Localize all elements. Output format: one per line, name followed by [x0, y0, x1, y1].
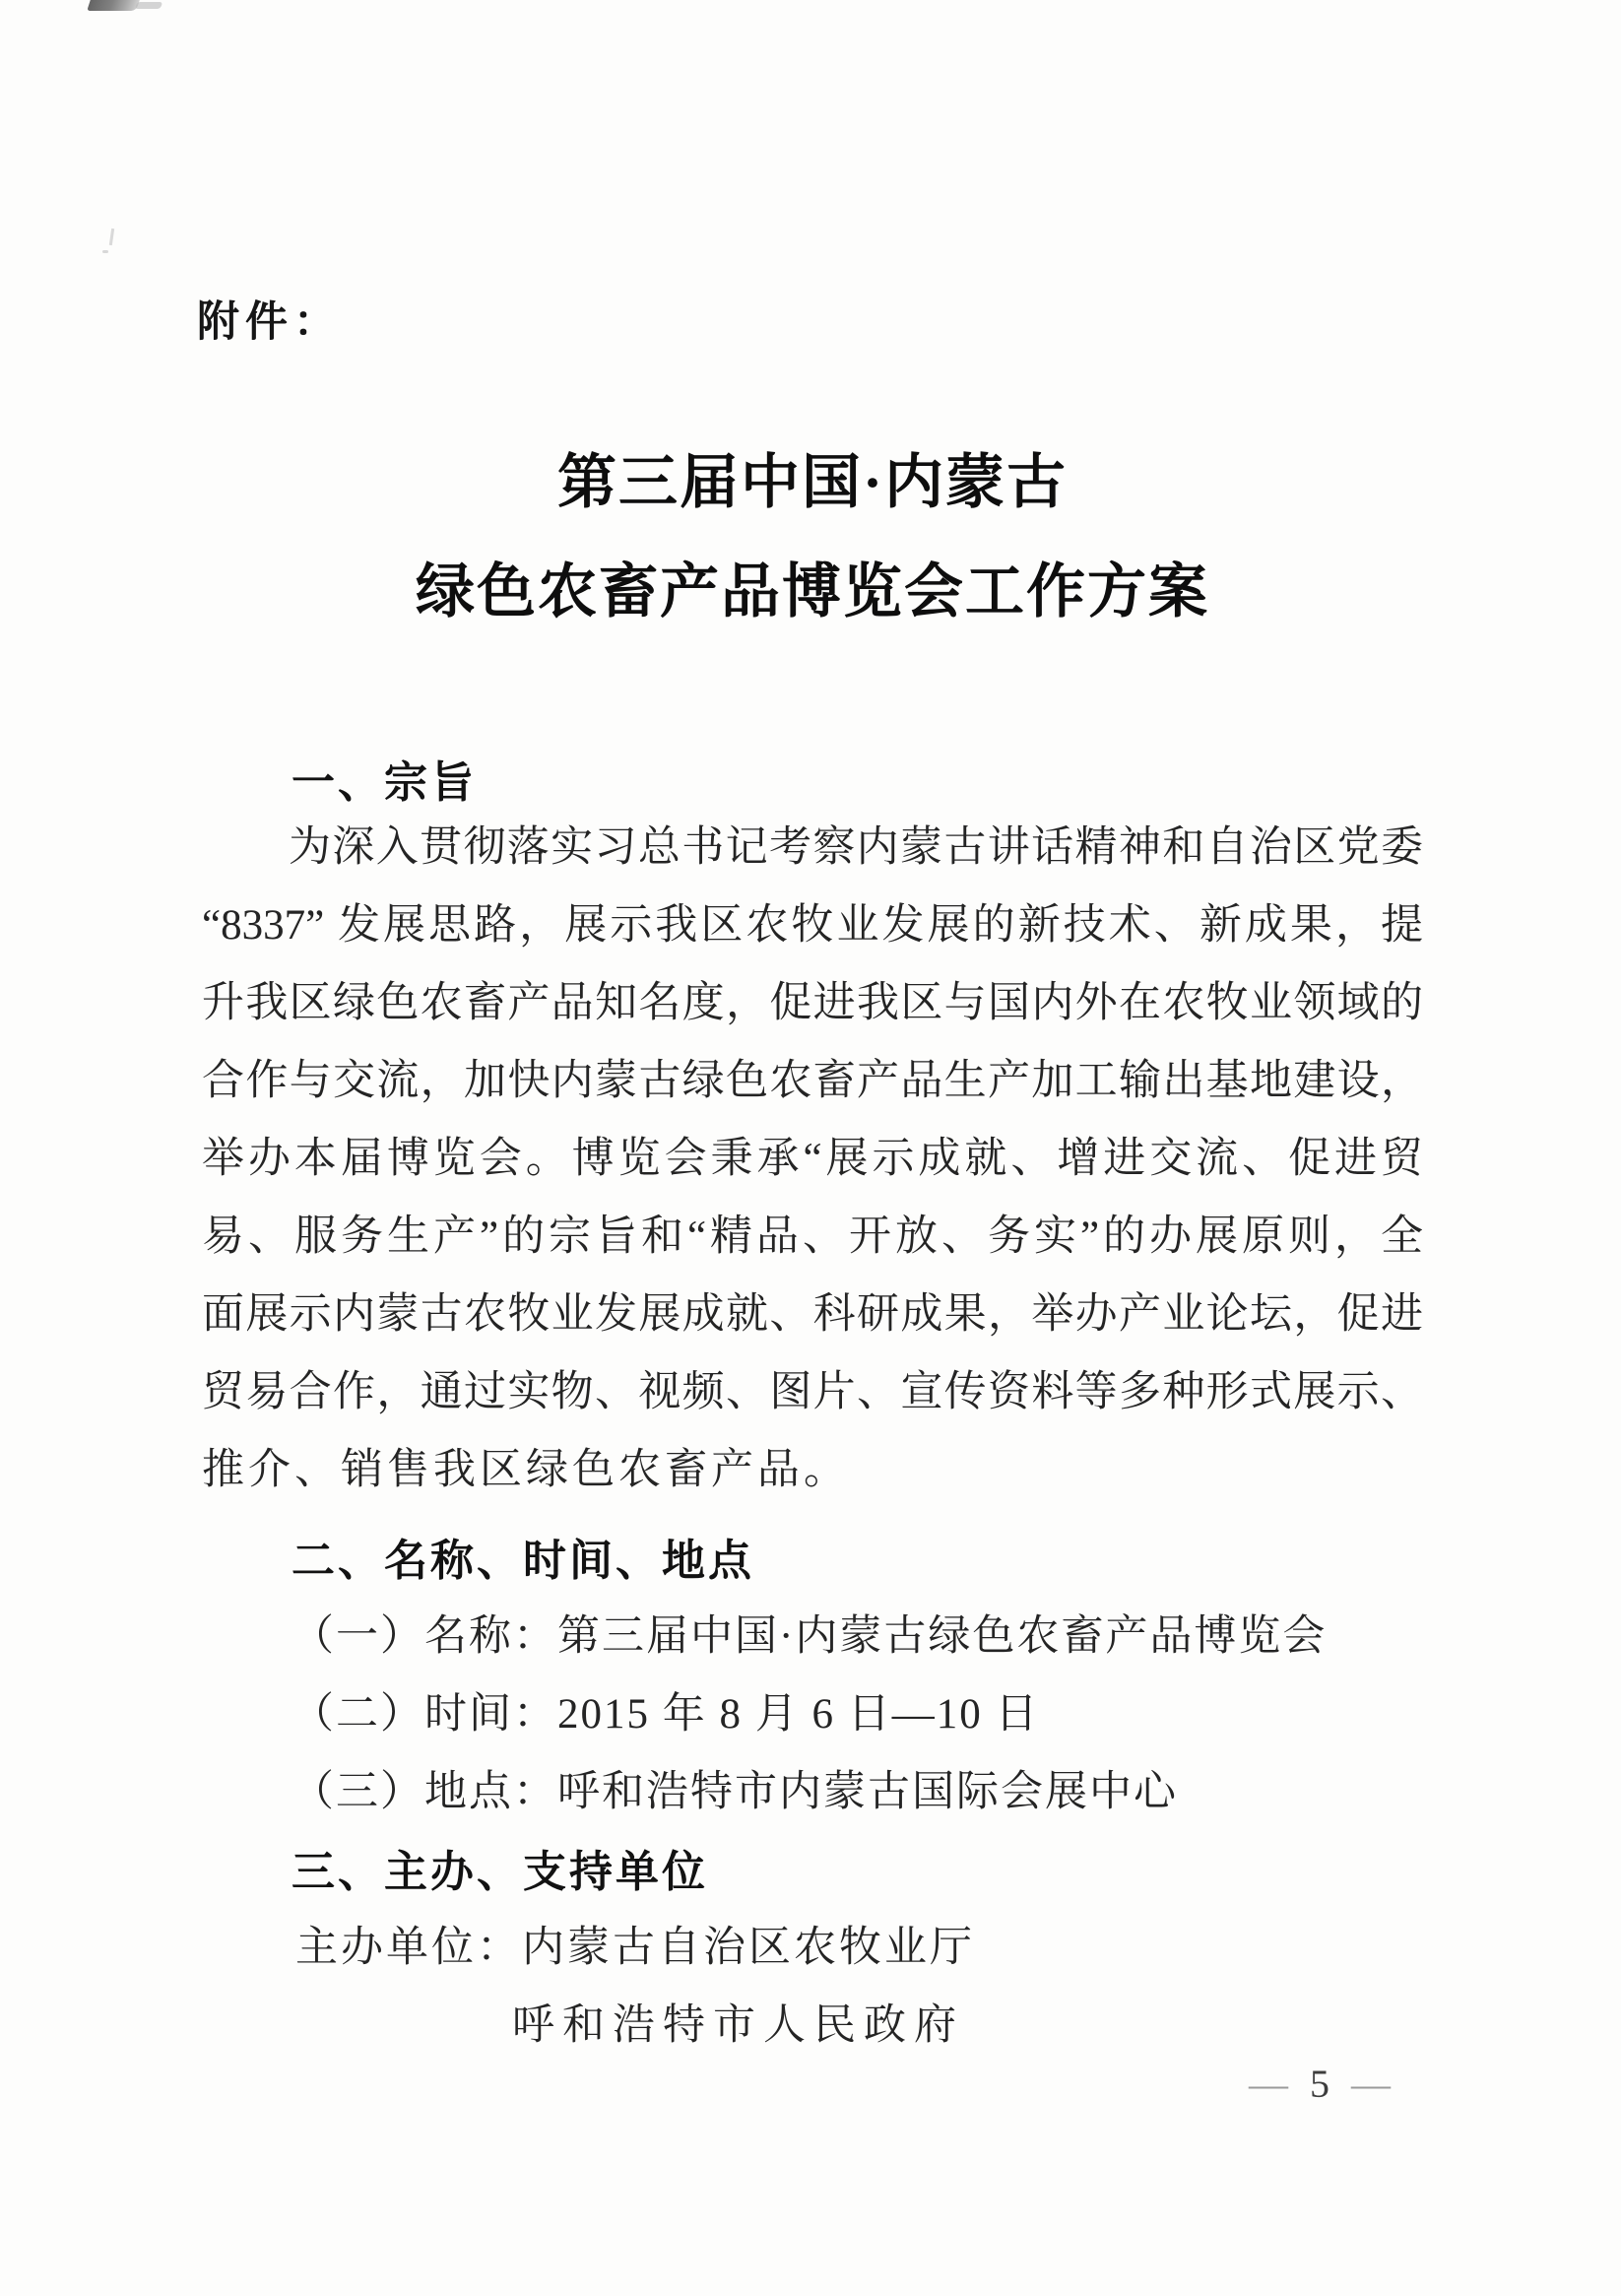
paragraph-line: “8337” 发展思路，展示我区农牧业发展的新技术、新成果，提 — [202, 902, 1423, 949]
organizer-host-line-2: 呼和浩特市人民政府 — [512, 2002, 964, 2049]
scan-artifact-smudge-2 — [135, 2, 163, 9]
attachment-label: 附件： — [197, 298, 342, 346]
scan-artifact-tick — [109, 229, 114, 245]
page-number-value: 5 — [1310, 2062, 1329, 2106]
scan-artifact-smudge — [87, 0, 140, 11]
page-number — [1221, 2061, 1418, 2107]
page-number-dash-left: — — [1249, 2062, 1288, 2106]
section-heading-name-time-place: 二、名称、时间、地点 — [292, 1537, 754, 1585]
scan-artifact-dot — [102, 250, 108, 253]
paragraph-line: 易、服务生产”的宗旨和“精品、开放、务实”的办展原则，全 — [202, 1214, 1423, 1260]
paragraph-line: 为深入贯彻落实习总书记考察内蒙古讲话精神和自治区党委 — [289, 824, 1423, 871]
purpose-paragraph — [202, 809, 1423, 1509]
section-heading-organizers: 三、主办、支持单位 — [292, 1848, 708, 1896]
section-heading-purpose: 一、宗旨 — [292, 758, 477, 807]
doc-title-line-1: 第三届中国·内蒙古 — [556, 450, 1068, 515]
organizer-host-line: 主办单位：内蒙古自治区农牧业厅 — [295, 1925, 975, 1971]
paragraph-line: 举办本届博览会。博览会秉承“展示成就、增进交流、促进贸 — [202, 1136, 1423, 1182]
item-name: （一）名称：第三届中国·内蒙古绿色农畜产品博览会 — [292, 1613, 1328, 1660]
item-time: （二）时间：2015 年 8 月 6 日—10 日 — [292, 1691, 1040, 1738]
paragraph-line: 推介、销售我区绿色农畜产品。 — [202, 1447, 850, 1493]
page-number-dash-right: — — [1351, 2062, 1391, 2106]
paragraph-line: 贸易合作，通过实物、视频、图片、宣传资料等多种形式展示、 — [202, 1369, 1423, 1415]
paragraph-line: 升我区绿色农畜产品知名度，促进我区与国内外在农牧业领域的 — [202, 980, 1423, 1026]
item-location: （三）地点：呼和浩特市内蒙古国际会展中心 — [292, 1769, 1178, 1815]
doc-title-line-2: 绿色农畜产品博览会工作方案 — [416, 559, 1209, 624]
paragraph-line: 合作与交流，加快内蒙古绿色农畜产品生产加工输出基地建设， — [202, 1058, 1423, 1104]
paragraph-line: 面展示内蒙古农牧业发展成就、科研成果，举办产业论坛，促进 — [202, 1291, 1423, 1338]
